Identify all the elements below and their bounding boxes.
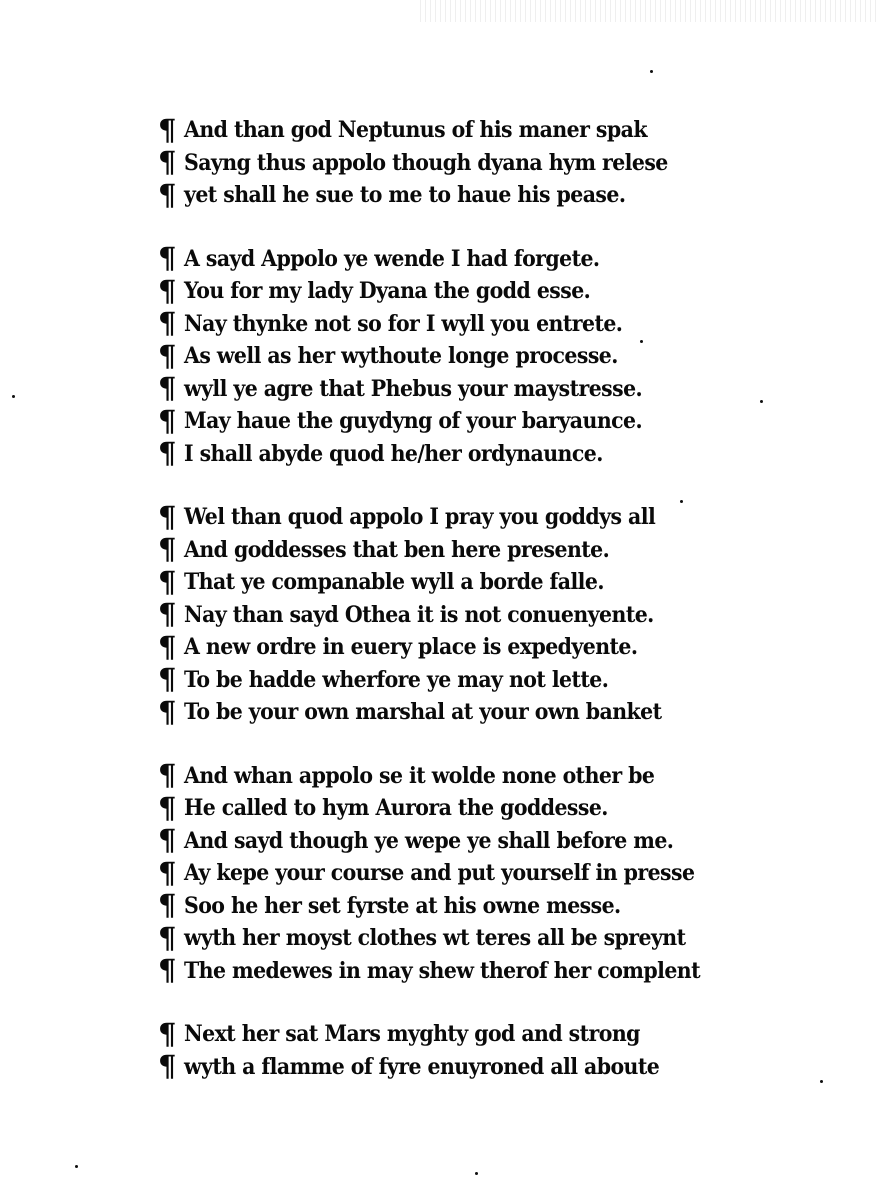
verse-line bbox=[158, 308, 758, 341]
verse-text: Wel than quod appolo I pray you goddys all bbox=[184, 504, 656, 531]
ink-speck bbox=[760, 400, 763, 403]
ink-speck bbox=[820, 1080, 823, 1083]
verse-text: A sayd Appolo ye wende I had forgete. bbox=[184, 245, 600, 272]
verse-line bbox=[158, 275, 758, 308]
verse-text: May haue the guydyng of your baryaunce. bbox=[184, 408, 643, 435]
verse-text: Ay kepe your course and put yourself in presse bbox=[184, 860, 695, 887]
ink-speck bbox=[75, 1165, 78, 1168]
verse-line bbox=[158, 825, 758, 858]
pilcrow-icon: ¶ bbox=[158, 823, 177, 858]
pilcrow-icon: ¶ bbox=[158, 499, 177, 534]
ink-speck bbox=[650, 70, 653, 73]
verse-line bbox=[158, 922, 758, 955]
verse-text: And sayd though ye wepe ye shall before me. bbox=[184, 827, 674, 854]
verse-line bbox=[158, 792, 758, 825]
verse-line bbox=[158, 405, 758, 438]
scan-edge-noise bbox=[420, 0, 879, 22]
verse-text: Soo he her set fyrste at his owne messe. bbox=[184, 892, 621, 919]
pilcrow-icon: ¶ bbox=[158, 662, 177, 697]
verse-text: You for my lady Dyana the godd esse. bbox=[184, 278, 591, 305]
verse-line bbox=[158, 114, 758, 147]
stanza bbox=[158, 243, 758, 471]
verse-text: Nay than sayd Othea it is not conuenyente. bbox=[184, 601, 654, 628]
verse-line bbox=[158, 373, 758, 406]
pilcrow-icon: ¶ bbox=[158, 629, 177, 664]
verse-line bbox=[158, 438, 758, 471]
pilcrow-icon: ¶ bbox=[158, 145, 177, 180]
verse-line bbox=[158, 340, 758, 373]
pilcrow-icon: ¶ bbox=[158, 564, 177, 599]
pilcrow-icon: ¶ bbox=[158, 888, 177, 923]
verse-text: To be your own marshal at your own banket bbox=[184, 699, 662, 726]
verse-line bbox=[158, 955, 758, 988]
verse-line bbox=[158, 664, 758, 697]
pilcrow-icon: ¶ bbox=[158, 855, 177, 890]
verse-text: wyth a flamme of fyre enuyroned all aboute bbox=[184, 1053, 660, 1080]
pilcrow-icon: ¶ bbox=[158, 371, 177, 406]
verse-text: wyth her moyst clothes wt teres all be spreynt bbox=[184, 925, 686, 952]
pilcrow-icon: ¶ bbox=[158, 112, 177, 147]
pilcrow-icon: ¶ bbox=[158, 403, 177, 438]
pilcrow-icon: ¶ bbox=[158, 597, 177, 632]
verse-text: And whan appolo se it wolde none other be bbox=[184, 762, 655, 789]
verse-line bbox=[158, 760, 758, 793]
pilcrow-icon: ¶ bbox=[158, 273, 177, 308]
pilcrow-icon: ¶ bbox=[158, 920, 177, 955]
stanza bbox=[158, 1018, 758, 1083]
verse-text: The medewes in may shew therof her complent bbox=[184, 957, 701, 984]
verse-text: yet shall he sue to me to haue his pease. bbox=[184, 182, 626, 209]
verse-text: He called to hym Aurora the goddesse. bbox=[184, 795, 608, 822]
verse-text: To be hadde wherfore ye may not lette. bbox=[184, 666, 609, 693]
verse-text: Nay thynke not so for I wyll you entrete. bbox=[184, 310, 623, 337]
pilcrow-icon: ¶ bbox=[158, 1016, 177, 1051]
verse-text: I shall abyde quod he/her ordynaunce. bbox=[184, 440, 603, 467]
pilcrow-icon: ¶ bbox=[158, 177, 177, 212]
ink-speck bbox=[475, 1172, 478, 1175]
verse-line bbox=[158, 1018, 758, 1051]
pilcrow-icon: ¶ bbox=[158, 790, 177, 825]
verse-text: As well as her wythoute longe processe. bbox=[184, 343, 618, 370]
pilcrow-icon: ¶ bbox=[158, 306, 177, 341]
verse-text: That ye companable wyll a borde falle. bbox=[184, 569, 604, 596]
pilcrow-icon: ¶ bbox=[158, 532, 177, 567]
pilcrow-icon: ¶ bbox=[158, 436, 177, 471]
verse-text: And than god Neptunus of his maner spak bbox=[184, 117, 647, 144]
pilcrow-icon: ¶ bbox=[158, 694, 177, 729]
verse-text: Next her sat Mars myghty god and strong bbox=[184, 1021, 640, 1048]
verse-line bbox=[158, 1051, 758, 1084]
verse-line bbox=[158, 179, 758, 212]
poem-text bbox=[158, 114, 758, 1114]
verse-line bbox=[158, 147, 758, 180]
verse-line bbox=[158, 890, 758, 923]
stanza bbox=[158, 114, 758, 212]
verse-line bbox=[158, 599, 758, 632]
verse-line bbox=[158, 566, 758, 599]
verse-line bbox=[158, 534, 758, 567]
pilcrow-icon: ¶ bbox=[158, 338, 177, 373]
stanza bbox=[158, 501, 758, 729]
verse-text: And goddesses that ben here presente. bbox=[184, 536, 610, 563]
pilcrow-icon: ¶ bbox=[158, 1049, 177, 1084]
verse-text: A new ordre in euery place is expedyente. bbox=[184, 634, 638, 661]
stanza bbox=[158, 760, 758, 988]
verse-line bbox=[158, 243, 758, 276]
pilcrow-icon: ¶ bbox=[158, 953, 177, 988]
verse-line bbox=[158, 631, 758, 664]
pilcrow-icon: ¶ bbox=[158, 241, 177, 276]
ink-speck bbox=[12, 395, 15, 398]
verse-line bbox=[158, 501, 758, 534]
pilcrow-icon: ¶ bbox=[158, 758, 177, 793]
verse-text: Sayng thus appolo though dyana hym relese bbox=[184, 149, 668, 176]
verse-line bbox=[158, 857, 758, 890]
verse-text: wyll ye agre that Phebus your maystresse. bbox=[184, 375, 643, 402]
verse-line bbox=[158, 696, 758, 729]
